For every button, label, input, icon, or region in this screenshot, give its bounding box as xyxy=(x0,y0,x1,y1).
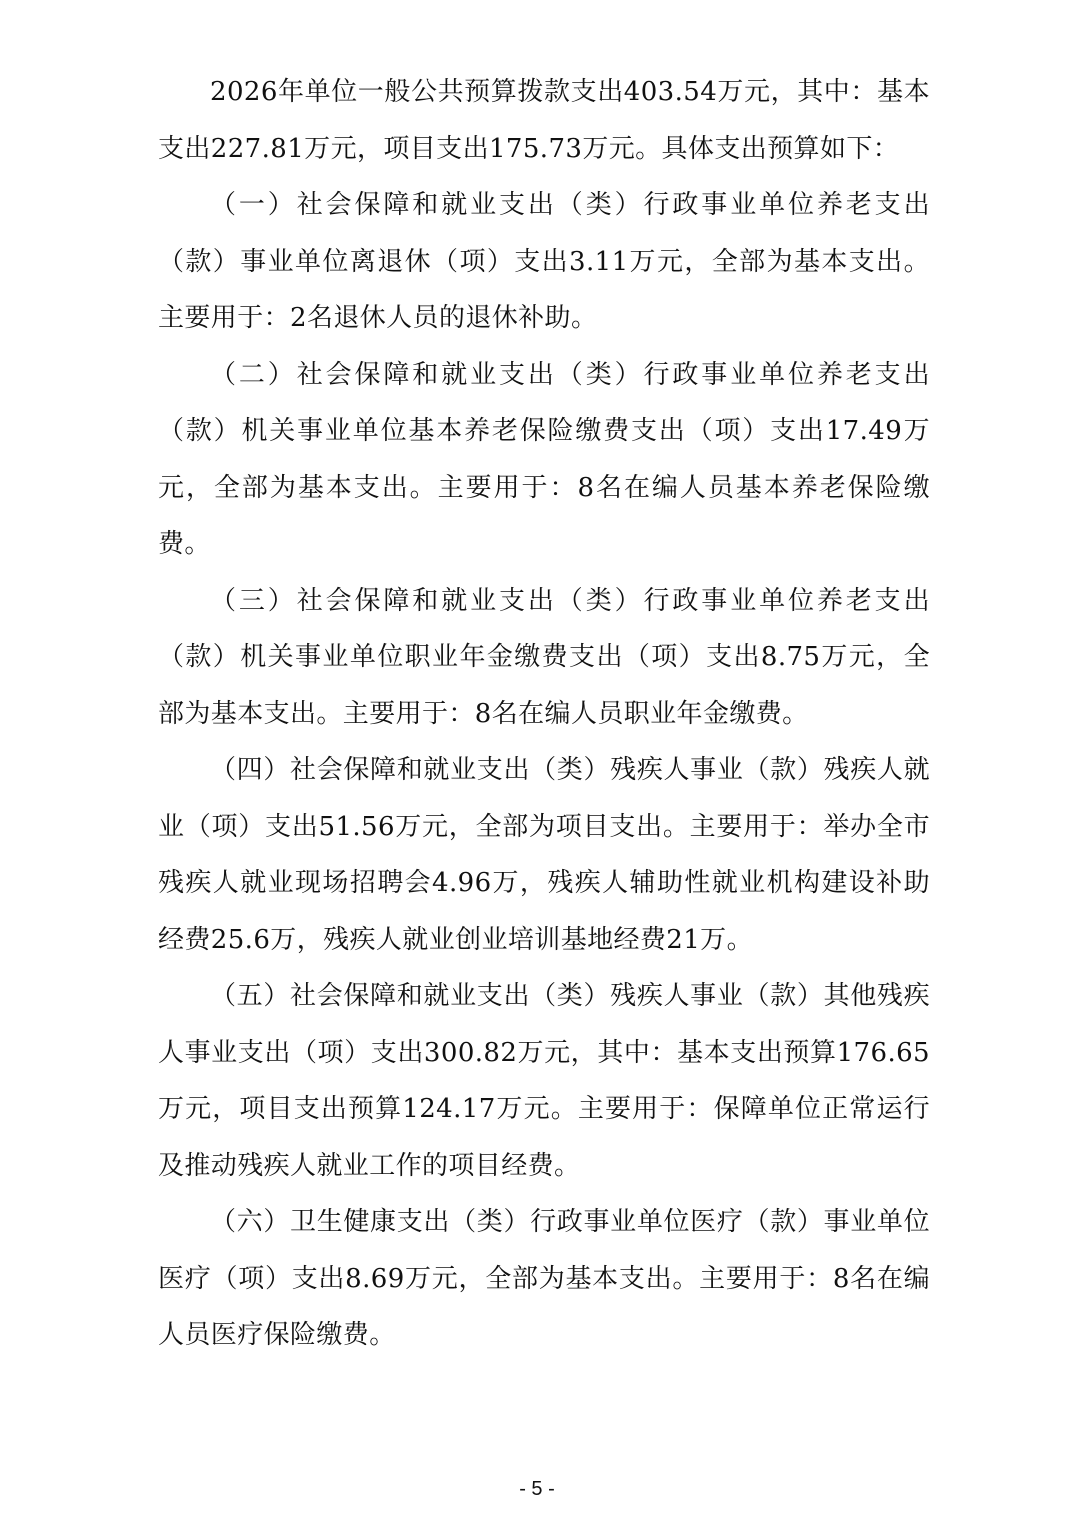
paragraph-item-5-other-disabled-affairs: （五）社会保障和就业支出（类）残疾人事业（款）其他残疾人事业支出（项）支出300.82万元，其中：基本支出预算176.65万元，项目支出预算124.17万元。主要用于：保障单位正常运行及推动残疾人就业工作的项目经费。 xyxy=(158,981,930,1181)
paragraph-item-4-disabled-employment: （四）社会保障和就业支出（类）残疾人事业（款）残疾人就业（项）支出51.56万元，全部为项目支出。主要用于：举办全市残疾人就业现场招聘会4.96万，残疾人辅助性就业机构建设补助经费25.6万，残疾人就业创业培训基地经费21万。 xyxy=(158,755,930,955)
paragraph-item-3-occupational-annuity: （三）社会保障和就业支出（类）行政事业单位养老支出（款）机关事业单位职业年金缴费支出（项）支出8.75万元，全部为基本支出。主要用于：8名在编人员职业年金缴费。 xyxy=(158,585,930,729)
paragraph-item-1-retirement: （一）社会保障和就业支出（类）行政事业单位养老支出（款）事业单位离退休（项）支出3.11万元，全部为基本支出。主要用于：2名退休人员的退休补助。 xyxy=(158,190,930,333)
page-number: - 5 - xyxy=(519,1478,555,1500)
paragraph-item-6-medical: （六）卫生健康支出（类）行政事业单位医疗（款）事业单位医疗（项）支出8.69万元，全部为基本支出。主要用于：8名在编人员医疗保险缴费。 xyxy=(158,1207,930,1350)
paragraph-item-2-pension-insurance: （二）社会保障和就业支出（类）行政事业单位养老支出（款）机关事业单位基本养老保险缴费支出（项）支出17.49万元，全部为基本支出。主要用于：8名在编人员基本养老保险缴费。 xyxy=(158,359,930,559)
paragraph-budget-summary: 2026年单位一般公共预算拨款支出403.54万元，其中：基本支出227.81万元，项目支出175.73万元。具体支出预算如下： xyxy=(158,77,930,164)
document-body xyxy=(158,64,930,1364)
